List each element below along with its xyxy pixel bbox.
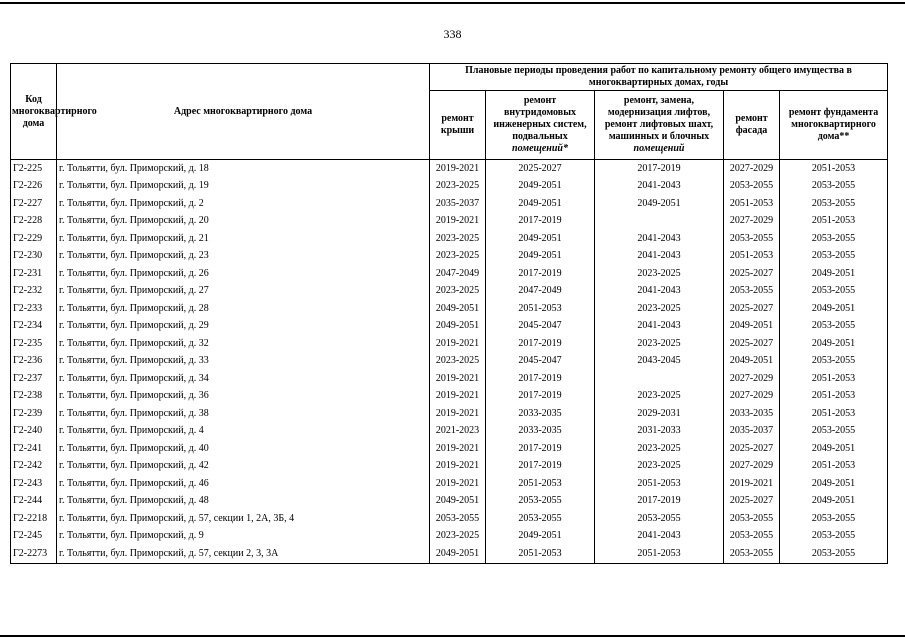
cell-elevators: 2023-2025 <box>595 265 724 283</box>
cell-roof: 2023-2025 <box>430 248 486 266</box>
table-row <box>11 213 888 231</box>
cell-roof: 2049-2051 <box>430 318 486 336</box>
table-row <box>11 335 888 353</box>
cell-facade: 2051-2053 <box>724 195 780 213</box>
cell-facade: 2025-2027 <box>724 335 780 353</box>
address-column-header: Адрес многоквартирного дома <box>57 64 430 160</box>
cell-address: г. Тольятти, бул. Приморский, д. 32 <box>57 335 430 353</box>
cell-elevators: 2023-2025 <box>595 440 724 458</box>
cell-engineering: 2049-2051 <box>486 248 595 266</box>
cell-roof: 2019-2021 <box>430 388 486 406</box>
cell-roof: 2019-2021 <box>430 405 486 423</box>
cell-facade: 2053-2055 <box>724 283 780 301</box>
cell-elevators: 2041-2043 <box>595 528 724 546</box>
cell-foundation: 2051-2053 <box>780 213 888 231</box>
cell-elevators: 2041-2043 <box>595 230 724 248</box>
cell-foundation: 2049-2051 <box>780 300 888 318</box>
cell-foundation: 2053-2055 <box>780 248 888 266</box>
cell-address: г. Тольятти, бул. Приморский, д. 29 <box>57 318 430 336</box>
cell-code: Г2-225 <box>11 160 57 178</box>
cell-address: г. Тольятти, бул. Приморский, д. 4 <box>57 423 430 441</box>
cell-engineering: 2017-2019 <box>486 458 595 476</box>
cell-roof: 2019-2021 <box>430 458 486 476</box>
cell-engineering: 2051-2053 <box>486 545 595 563</box>
cell-code: Г2-2273 <box>11 545 57 563</box>
cell-foundation: 2053-2055 <box>780 510 888 528</box>
cell-elevators: 2023-2025 <box>595 335 724 353</box>
engineering-header-italic: помещений* <box>512 143 568 154</box>
cell-code: Г2-233 <box>11 300 57 318</box>
cell-address: г. Тольятти, бул. Приморский, д. 18 <box>57 160 430 178</box>
elevators-column-header <box>595 91 724 160</box>
table-row <box>11 178 888 196</box>
table-row <box>11 230 888 248</box>
cell-address: г. Тольятти, бул. Приморский, д. 46 <box>57 475 430 493</box>
table-row <box>11 318 888 336</box>
cell-foundation: 2051-2053 <box>780 388 888 406</box>
cell-code: Г2-235 <box>11 335 57 353</box>
cell-engineering: 2051-2053 <box>486 300 595 318</box>
cell-engineering: 2051-2053 <box>486 475 595 493</box>
cell-engineering: 2033-2035 <box>486 423 595 441</box>
cell-engineering: 2045-2047 <box>486 353 595 371</box>
cell-facade: 2025-2027 <box>724 265 780 283</box>
cell-roof: 2019-2021 <box>430 370 486 388</box>
cell-roof: 2023-2025 <box>430 353 486 371</box>
cell-address: г. Тольятти, бул. Приморский, д. 48 <box>57 493 430 511</box>
cell-code: Г2-243 <box>11 475 57 493</box>
repair-schedule-table <box>10 63 888 564</box>
table-row <box>11 353 888 371</box>
cell-engineering: 2017-2019 <box>486 265 595 283</box>
cell-facade: 2053-2055 <box>724 545 780 563</box>
cell-facade: 2033-2035 <box>724 405 780 423</box>
cell-code: Г2-238 <box>11 388 57 406</box>
cell-facade: 2049-2051 <box>724 318 780 336</box>
engineering-column-header <box>486 91 595 160</box>
cell-engineering: 2047-2049 <box>486 283 595 301</box>
cell-elevators: 2023-2025 <box>595 388 724 406</box>
cell-roof: 2019-2021 <box>430 475 486 493</box>
cell-code: Г2-236 <box>11 353 57 371</box>
table-row <box>11 248 888 266</box>
cell-code: Г2-241 <box>11 440 57 458</box>
cell-engineering: 2017-2019 <box>486 388 595 406</box>
cell-engineering: 2053-2055 <box>486 510 595 528</box>
cell-address: г. Тольятти, бул. Приморский, д. 57, секции 2, 3, 3А <box>57 545 430 563</box>
cell-foundation: 2051-2053 <box>780 405 888 423</box>
cell-facade: 2027-2029 <box>724 458 780 476</box>
cell-engineering: 2025-2027 <box>486 160 595 178</box>
cell-foundation: 2051-2053 <box>780 458 888 476</box>
cell-facade: 2051-2053 <box>724 248 780 266</box>
cell-engineering: 2049-2051 <box>486 230 595 248</box>
cell-elevators <box>595 370 724 388</box>
cell-engineering: 2049-2051 <box>486 178 595 196</box>
cell-foundation: 2049-2051 <box>780 265 888 283</box>
cell-roof: 2053-2055 <box>430 510 486 528</box>
cell-elevators: 2049-2051 <box>595 195 724 213</box>
cell-address: г. Тольятти, бул. Приморский, д. 26 <box>57 265 430 283</box>
cell-elevators: 2051-2053 <box>595 545 724 563</box>
cell-code: Г2-229 <box>11 230 57 248</box>
cell-code: Г2-240 <box>11 423 57 441</box>
table-row <box>11 440 888 458</box>
cell-facade: 2035-2037 <box>724 423 780 441</box>
cell-code: Г2-245 <box>11 528 57 546</box>
cell-facade: 2027-2029 <box>724 160 780 178</box>
cell-roof: 2049-2051 <box>430 545 486 563</box>
cell-facade: 2053-2055 <box>724 178 780 196</box>
cell-facade: 2025-2027 <box>724 440 780 458</box>
cell-roof: 2019-2021 <box>430 335 486 353</box>
cell-code: Г2-231 <box>11 265 57 283</box>
cell-code: Г2-242 <box>11 458 57 476</box>
bottom-rule <box>0 635 905 637</box>
table-row <box>11 370 888 388</box>
cell-address: г. Тольятти, бул. Приморский, д. 42 <box>57 458 430 476</box>
cell-address: г. Тольятти, бул. Приморский, д. 9 <box>57 528 430 546</box>
cell-foundation: 2049-2051 <box>780 440 888 458</box>
cell-code: Г2-232 <box>11 283 57 301</box>
page-number: 338 <box>443 27 462 41</box>
cell-foundation: 2053-2055 <box>780 545 888 563</box>
cell-elevators: 2043-2045 <box>595 353 724 371</box>
roof-column-header: ремонт крыши <box>430 91 486 160</box>
cell-elevators: 2023-2025 <box>595 300 724 318</box>
cell-facade: 2025-2027 <box>724 300 780 318</box>
cell-engineering: 2053-2055 <box>486 493 595 511</box>
table-row <box>11 388 888 406</box>
cell-address: г. Тольятти, бул. Приморский, д. 40 <box>57 440 430 458</box>
cell-foundation: 2051-2053 <box>780 160 888 178</box>
cell-elevators: 2053-2055 <box>595 510 724 528</box>
cell-roof: 2023-2025 <box>430 230 486 248</box>
table-row <box>11 510 888 528</box>
cell-elevators: 2023-2025 <box>595 458 724 476</box>
cell-elevators: 2041-2043 <box>595 318 724 336</box>
cell-engineering: 2049-2051 <box>486 528 595 546</box>
cell-foundation: 2053-2055 <box>780 528 888 546</box>
cell-facade: 2053-2055 <box>724 510 780 528</box>
table-row <box>11 300 888 318</box>
cell-facade: 2027-2029 <box>724 213 780 231</box>
cell-address: г. Тольятти, бул. Приморский, д. 38 <box>57 405 430 423</box>
foundation-column-header: ремонт фундамента многоквартирного дома** <box>780 91 888 160</box>
cell-foundation: 2049-2051 <box>780 493 888 511</box>
cell-code: Г2-239 <box>11 405 57 423</box>
cell-elevators: 2041-2043 <box>595 283 724 301</box>
cell-elevators: 2041-2043 <box>595 248 724 266</box>
table-row <box>11 160 888 178</box>
table-row <box>11 195 888 213</box>
table-body <box>11 160 888 564</box>
cell-facade: 2053-2055 <box>724 230 780 248</box>
table-row <box>11 528 888 546</box>
cell-code: Г2-228 <box>11 213 57 231</box>
cell-foundation: 2053-2055 <box>780 195 888 213</box>
cell-engineering: 2017-2019 <box>486 213 595 231</box>
cell-roof: 2023-2025 <box>430 528 486 546</box>
cell-roof: 2019-2021 <box>430 160 486 178</box>
cell-elevators: 2029-2031 <box>595 405 724 423</box>
cell-code: Г2-244 <box>11 493 57 511</box>
cell-engineering: 2017-2019 <box>486 440 595 458</box>
table-row <box>11 423 888 441</box>
cell-facade: 2027-2029 <box>724 370 780 388</box>
cell-elevators <box>595 213 724 231</box>
cell-address: г. Тольятти, бул. Приморский, д. 28 <box>57 300 430 318</box>
cell-address: г. Тольятти, бул. Приморский, д. 23 <box>57 248 430 266</box>
periods-group-header: Плановые периоды проведения работ по капитальному ремонту общего имущества в многоквартирных домах, годы <box>430 64 888 91</box>
cell-foundation: 2053-2055 <box>780 353 888 371</box>
code-column-header: Код многоквартирного дома <box>11 64 57 160</box>
cell-code: Г2-2218 <box>11 510 57 528</box>
table-row <box>11 545 888 563</box>
cell-engineering: 2045-2047 <box>486 318 595 336</box>
cell-elevators: 2017-2019 <box>595 493 724 511</box>
cell-foundation: 2053-2055 <box>780 178 888 196</box>
cell-code: Г2-230 <box>11 248 57 266</box>
table-row <box>11 493 888 511</box>
cell-engineering: 2049-2051 <box>486 195 595 213</box>
cell-address: г. Тольятти, бул. Приморский, д. 20 <box>57 213 430 231</box>
cell-elevators: 2051-2053 <box>595 475 724 493</box>
cell-address: г. Тольятти, бул. Приморский, д. 19 <box>57 178 430 196</box>
cell-foundation: 2053-2055 <box>780 423 888 441</box>
cell-foundation: 2053-2055 <box>780 318 888 336</box>
cell-roof: 2049-2051 <box>430 300 486 318</box>
table-row <box>11 405 888 423</box>
table-row <box>11 458 888 476</box>
cell-engineering: 2017-2019 <box>486 335 595 353</box>
cell-foundation: 2049-2051 <box>780 475 888 493</box>
cell-facade: 2025-2027 <box>724 493 780 511</box>
engineering-header-text: ремонт внутридомовых инженерных систем, подвальных <box>493 95 587 142</box>
cell-foundation: 2053-2055 <box>780 230 888 248</box>
cell-address: г. Тольятти, бул. Приморский, д. 27 <box>57 283 430 301</box>
cell-roof: 2019-2021 <box>430 440 486 458</box>
elevators-header-text: ремонт, замена, модернизация лифтов, ремонт лифтовых шахт, машинных и блочных <box>604 95 714 142</box>
cell-roof: 2035-2037 <box>430 195 486 213</box>
table-row <box>11 475 888 493</box>
cell-address: г. Тольятти, бул. Приморский, д. 57, секции 1, 2А, 3Б, 4 <box>57 510 430 528</box>
facade-column-header: ремонт фасада <box>724 91 780 160</box>
cell-roof: 2021-2023 <box>430 423 486 441</box>
cell-foundation: 2051-2053 <box>780 370 888 388</box>
cell-elevators: 2017-2019 <box>595 160 724 178</box>
cell-code: Г2-226 <box>11 178 57 196</box>
cell-roof: 2019-2021 <box>430 213 486 231</box>
table-row <box>11 265 888 283</box>
cell-address: г. Тольятти, бул. Приморский, д. 21 <box>57 230 430 248</box>
cell-address: г. Тольятти, бул. Приморский, д. 36 <box>57 388 430 406</box>
cell-facade: 2049-2051 <box>724 353 780 371</box>
top-rule <box>0 2 905 4</box>
cell-address: г. Тольятти, бул. Приморский, д. 33 <box>57 353 430 371</box>
cell-roof: 2023-2025 <box>430 283 486 301</box>
cell-code: Г2-234 <box>11 318 57 336</box>
table-row <box>11 283 888 301</box>
cell-elevators: 2031-2033 <box>595 423 724 441</box>
cell-foundation: 2049-2051 <box>780 335 888 353</box>
cell-engineering: 2017-2019 <box>486 370 595 388</box>
cell-code: Г2-227 <box>11 195 57 213</box>
cell-foundation: 2053-2055 <box>780 283 888 301</box>
cell-facade: 2027-2029 <box>724 388 780 406</box>
cell-code: Г2-237 <box>11 370 57 388</box>
cell-roof: 2049-2051 <box>430 493 486 511</box>
cell-engineering: 2033-2035 <box>486 405 595 423</box>
cell-facade: 2019-2021 <box>724 475 780 493</box>
cell-facade: 2053-2055 <box>724 528 780 546</box>
cell-elevators: 2041-2043 <box>595 178 724 196</box>
elevators-header-italic: помещений <box>633 143 685 154</box>
cell-roof: 2023-2025 <box>430 178 486 196</box>
cell-address: г. Тольятти, бул. Приморский, д. 2 <box>57 195 430 213</box>
cell-roof: 2047-2049 <box>430 265 486 283</box>
cell-address: г. Тольятти, бул. Приморский, д. 34 <box>57 370 430 388</box>
